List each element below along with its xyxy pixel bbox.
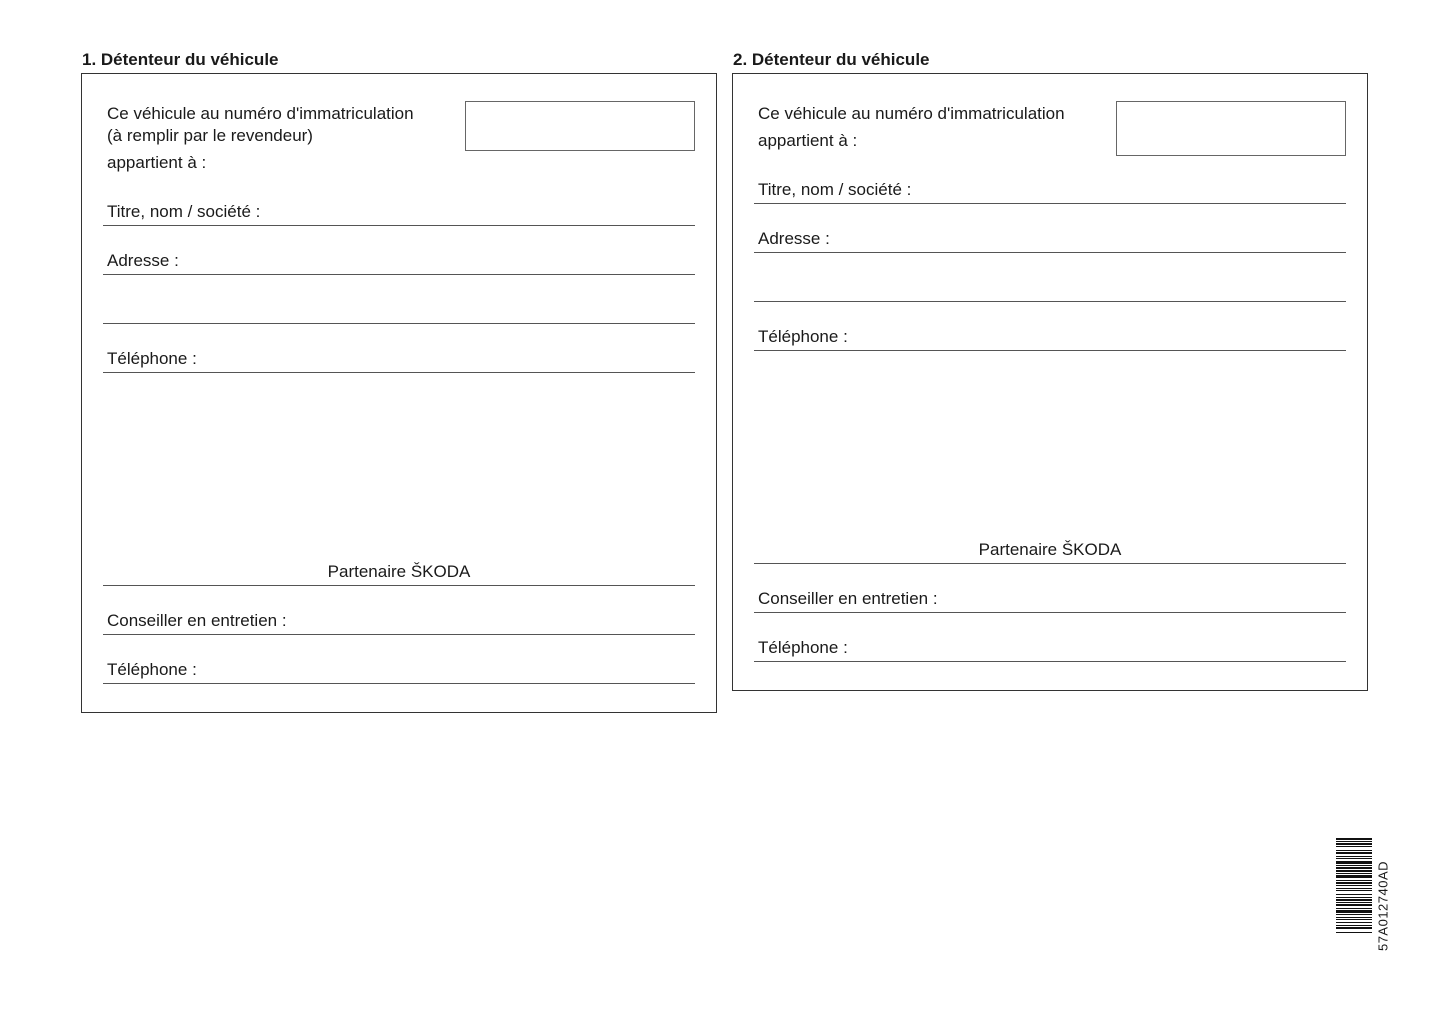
barcode-code: 57A012740AD — [1375, 860, 1391, 952]
card2-partner-label: Partenaire ŠKODA — [978, 540, 1122, 559]
card1-address-label: Adresse : — [107, 251, 179, 270]
card1-registration-line1: Ce véhicule au numéro d'immatriculation — [107, 104, 414, 123]
card2-address-label: Adresse : — [758, 229, 830, 248]
card2-advisor-phone-label: Téléphone : — [758, 638, 848, 657]
card2-belongs-to: appartient à : — [758, 131, 858, 150]
barcode-bars-icon — [1336, 838, 1372, 974]
card2-title: 2. Détenteur du véhicule — [733, 50, 930, 69]
card1-phone-line[interactable] — [103, 372, 695, 373]
card2-advisor-line[interactable] — [754, 612, 1346, 613]
card2-name-label: Titre, nom / société : — [758, 180, 912, 199]
card2-phone-line[interactable] — [754, 350, 1346, 351]
card2-registration-box[interactable] — [1116, 101, 1346, 156]
card1-advisor-label: Conseiller en entretien : — [107, 611, 287, 630]
card2-address-line[interactable] — [754, 252, 1346, 253]
card1-advisor-phone-label: Téléphone : — [107, 660, 197, 679]
card1-advisor-phone-line[interactable] — [103, 683, 695, 684]
card2-address-line-2[interactable] — [754, 301, 1346, 302]
card1-name-line[interactable] — [103, 225, 695, 226]
card2-registration-line1: Ce véhicule au numéro d'immatriculation — [758, 104, 1065, 123]
card1-phone-label: Téléphone : — [107, 349, 197, 368]
card2-name-line[interactable] — [754, 203, 1346, 204]
card2-advisor-label: Conseiller en entretien : — [758, 589, 938, 608]
card1-name-label: Titre, nom / société : — [107, 202, 261, 221]
card1-advisor-line[interactable] — [103, 634, 695, 635]
card1-partner-label: Partenaire ŠKODA — [327, 562, 471, 581]
barcode — [1336, 838, 1372, 974]
card1-title: 1. Détenteur du véhicule — [82, 50, 279, 69]
card1-partner-line[interactable] — [103, 585, 695, 586]
card1-address-line-2[interactable] — [103, 323, 695, 324]
card1-address-line[interactable] — [103, 274, 695, 275]
card1-panel — [81, 73, 717, 713]
card2-panel — [732, 73, 1368, 691]
card2-partner-line[interactable] — [754, 563, 1346, 564]
card1-registration-line2: (à remplir par le revendeur) — [107, 126, 313, 145]
card1-registration-box[interactable] — [465, 101, 695, 151]
card2-advisor-phone-line[interactable] — [754, 661, 1346, 662]
card2-phone-label: Téléphone : — [758, 327, 848, 346]
card1-belongs-to: appartient à : — [107, 153, 207, 172]
